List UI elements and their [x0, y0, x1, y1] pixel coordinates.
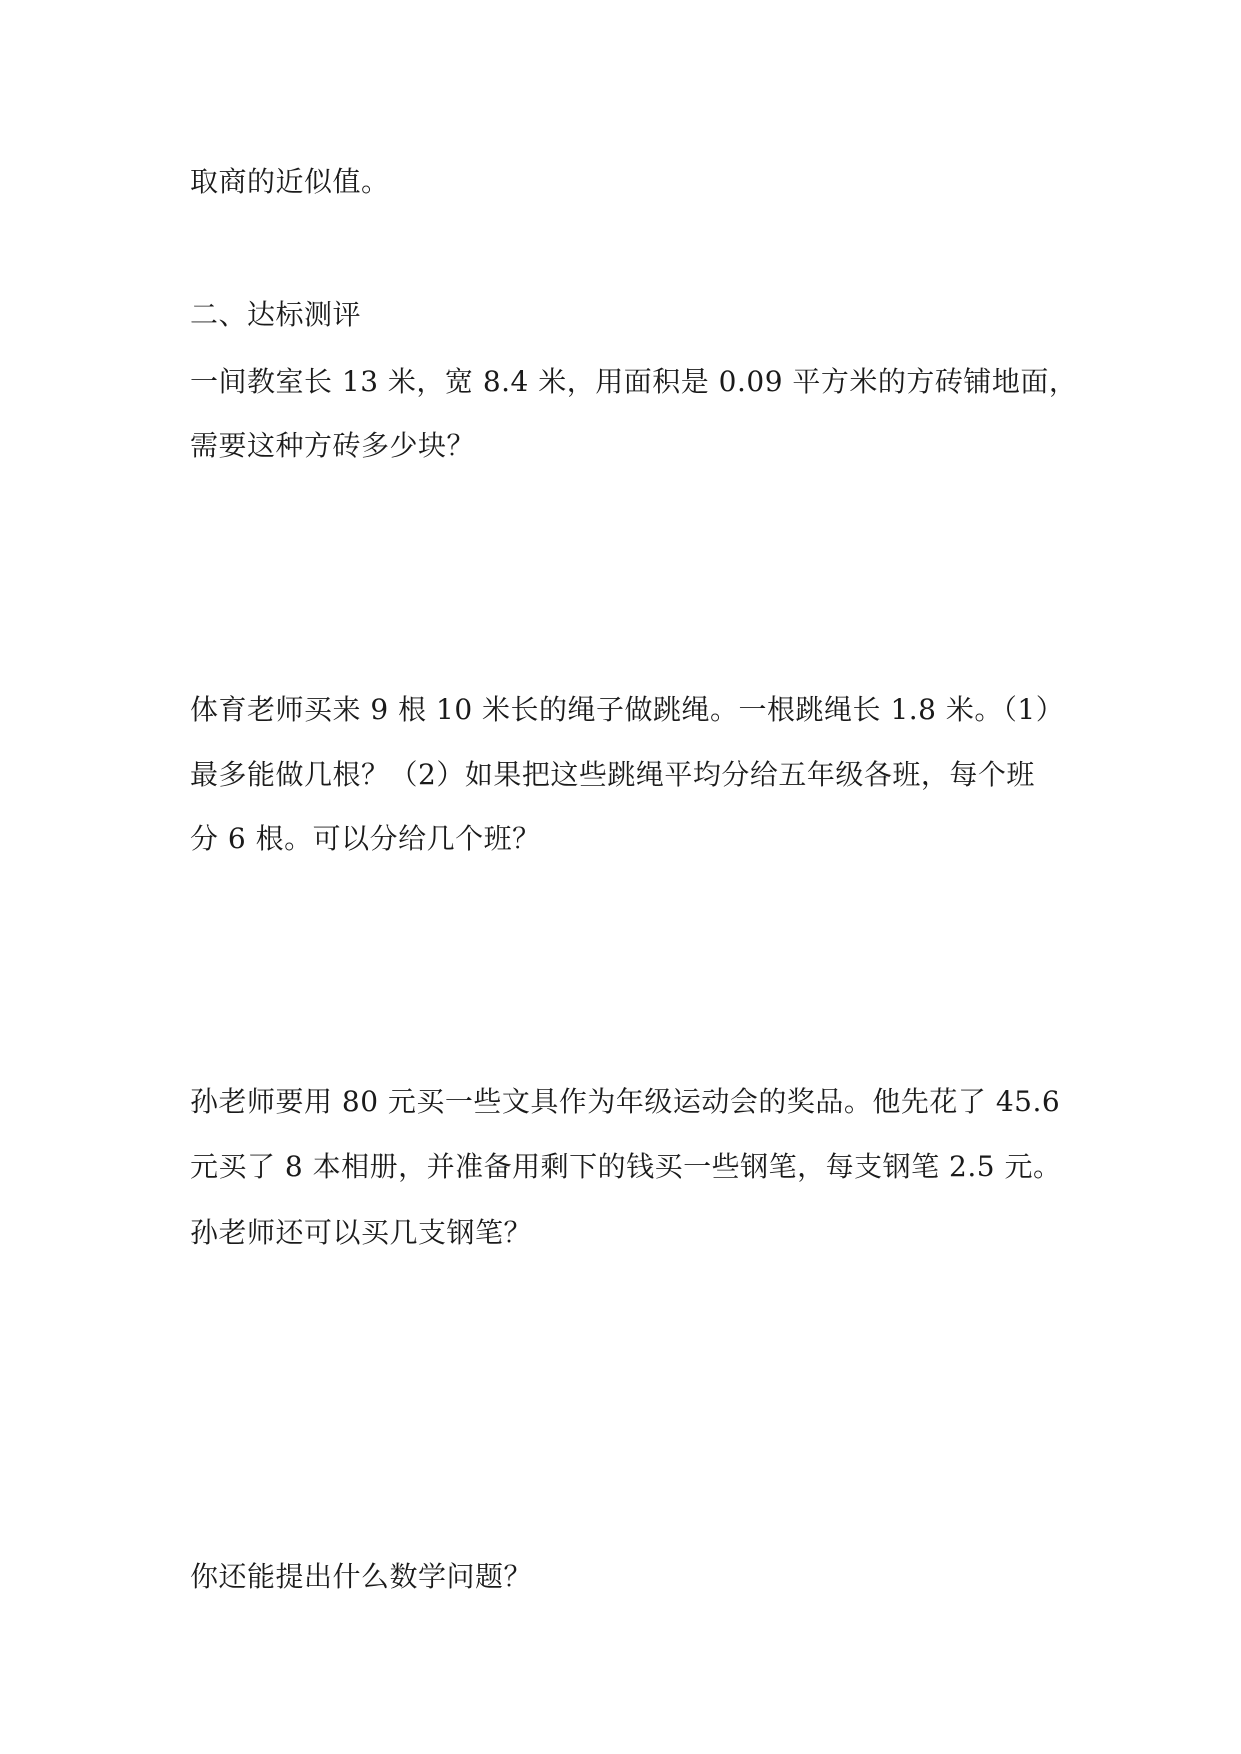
problem-1-line-2: 需要这种方砖多少块？: [190, 429, 476, 462]
problem-3-line-2: 元买了 8 本相册，并准备用剩下的钱买一些钢笔，每支钢笔 2.5 元。: [190, 1150, 1062, 1183]
intro-tail-text: 取商的近似值。: [190, 165, 390, 198]
problem-2-line-3: 分 6 根。可以分给几个班？: [190, 822, 541, 855]
problem-3-line-1: 孙老师要用 80 元买一些文具作为年级运动会的奖品。他先花了 45.6: [190, 1085, 1061, 1118]
problem-2-line-2: 最多能做几根？（2）如果把这些跳绳平均分给五年级各班，每个班: [190, 758, 1035, 791]
closing-question: 你还能提出什么数学问题？: [190, 1560, 533, 1593]
section-heading: 二、达标测评: [190, 298, 362, 331]
problem-3-line-3: 孙老师还可以买几支钢笔？: [190, 1216, 533, 1249]
problem-2-line-1: 体育老师买来 9 根 10 米长的绳子做跳绳。一根跳绳长 1.8 米。（1）: [190, 693, 1065, 726]
problem-1-line-1: 一间教室长 13 米，宽 8.4 米，用面积是 0.09 平方米的方砖铺地面，: [190, 365, 1078, 398]
